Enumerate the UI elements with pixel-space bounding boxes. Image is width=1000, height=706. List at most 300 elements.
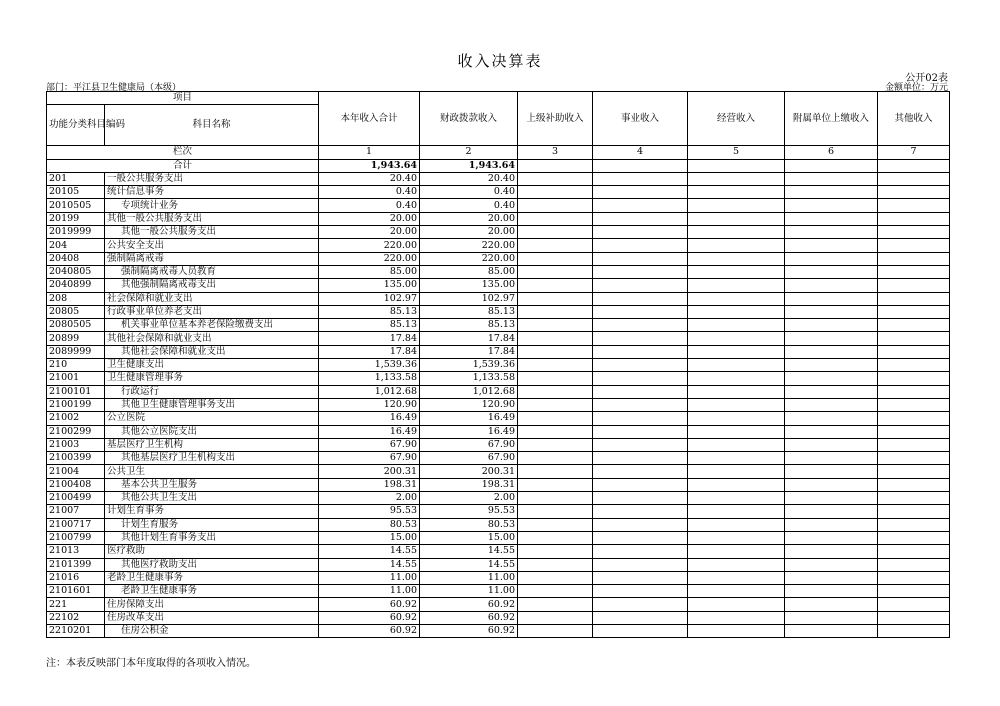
operating-income <box>688 292 785 305</box>
fiscal-appropriation-income: 11.00 <box>420 585 518 598</box>
other-income <box>878 385 950 398</box>
fiscal-appropriation-income: 14.55 <box>420 558 518 571</box>
operating-income <box>688 412 785 425</box>
operating-income <box>688 598 785 611</box>
subject-name: 其他基层医疗卫生机构支出 <box>105 452 319 465</box>
subject-name: 一般公共服务支出 <box>105 172 319 185</box>
subject-code: 2089999 <box>47 345 105 358</box>
subject-code: 2101601 <box>47 585 105 598</box>
operating-income <box>688 359 785 372</box>
superior-subsidy-income <box>518 172 593 185</box>
superior-subsidy-income <box>518 279 593 292</box>
annual-income-total: 60.92 <box>319 624 420 637</box>
subject-code: 21002 <box>47 412 105 425</box>
operating-income <box>688 438 785 451</box>
table-row <box>47 571 950 584</box>
affiliate-remittance-income <box>785 545 878 558</box>
annual-income-total: 11.00 <box>319 585 420 598</box>
operating-income <box>688 345 785 358</box>
subject-code: 21003 <box>47 438 105 451</box>
subject-code: 2100408 <box>47 478 105 491</box>
subject-name: 计划生育事务 <box>105 505 319 518</box>
operating-income <box>688 465 785 478</box>
subject-code: 2101399 <box>47 558 105 571</box>
fiscal-appropriation-income: 14.55 <box>420 545 518 558</box>
table-row <box>47 425 950 438</box>
superior-subsidy-income <box>518 412 593 425</box>
subject-code: 201 <box>47 172 105 185</box>
subject-name: 其他卫生健康管理事务支出 <box>105 398 319 411</box>
affiliate-remittance-income <box>785 492 878 505</box>
form-id: 公开02表 <box>905 73 948 84</box>
fiscal-appropriation-income: 1,133.58 <box>420 372 518 385</box>
annual-income-total: 220.00 <box>319 252 420 265</box>
affiliate-remittance-income <box>785 465 878 478</box>
annual-income-total: 20.00 <box>319 212 420 225</box>
other-income <box>878 531 950 544</box>
other-income <box>878 425 950 438</box>
table-row <box>47 478 950 491</box>
operating-income <box>688 226 785 239</box>
subject-code: 2100299 <box>47 425 105 438</box>
fiscal-appropriation-income: 85.13 <box>420 305 518 318</box>
operating-income <box>688 332 785 345</box>
superior-subsidy-income <box>518 585 593 598</box>
affiliate-remittance-income <box>785 226 878 239</box>
other-income <box>878 265 950 278</box>
operating-income <box>688 372 785 385</box>
subject-name: 基层医疗卫生机构 <box>105 438 319 451</box>
superior-subsidy-income <box>518 199 593 212</box>
table-row <box>47 305 950 318</box>
fiscal-appropriation-income: 85.13 <box>420 319 518 332</box>
affiliate-remittance-income <box>785 199 878 212</box>
annual-income-total: 20.40 <box>319 172 420 185</box>
total-row-label: 合计 <box>47 159 319 172</box>
table-row <box>47 226 950 239</box>
affiliate-remittance-income <box>785 438 878 451</box>
subject-code: 2040899 <box>47 279 105 292</box>
table-row <box>47 212 950 225</box>
business-income <box>593 265 688 278</box>
fiscal-appropriation-income: 85.00 <box>420 265 518 278</box>
other-income <box>878 199 950 212</box>
affiliate-remittance-income <box>785 518 878 531</box>
subject-code: 2019999 <box>47 226 105 239</box>
affiliate-remittance-income <box>785 558 878 571</box>
subject-name: 住房公积金 <box>105 624 319 637</box>
subject-name: 住房保障支出 <box>105 598 319 611</box>
business-income <box>593 425 688 438</box>
subject-code: 2100399 <box>47 452 105 465</box>
total-fiscal-income: 1,943.64 <box>420 159 518 172</box>
subject-name: 行政运行 <box>105 385 319 398</box>
table-row <box>47 531 950 544</box>
fiscal-appropriation-income: 67.90 <box>420 438 518 451</box>
name-header: 科目名称 <box>105 105 319 146</box>
fiscal-appropriation-income: 17.84 <box>420 332 518 345</box>
table-row <box>47 186 950 199</box>
business-income <box>593 186 688 199</box>
annual-income-total: 14.55 <box>319 545 420 558</box>
other-income <box>878 624 950 637</box>
operating-income <box>688 279 785 292</box>
subject-code: 2040805 <box>47 265 105 278</box>
fiscal-appropriation-income: 17.84 <box>420 345 518 358</box>
affiliate-remittance-income <box>785 239 878 252</box>
annual-income-total: 15.00 <box>319 531 420 544</box>
superior-subsidy-income <box>518 425 593 438</box>
table-row <box>47 611 950 624</box>
col-header-4: 事业收入 <box>593 92 688 146</box>
business-income <box>593 372 688 385</box>
subject-name: 住房改革支出 <box>105 611 319 624</box>
superior-subsidy-income <box>518 624 593 637</box>
other-income <box>878 452 950 465</box>
business-income <box>593 252 688 265</box>
other-income <box>878 598 950 611</box>
table-note: 注：本表反映部门本年度取得的各项收入情况。 <box>46 658 256 669</box>
business-income <box>593 624 688 637</box>
subject-name: 其他社会保障和就业支出 <box>105 345 319 358</box>
business-income <box>593 611 688 624</box>
annual-income-total: 135.00 <box>319 279 420 292</box>
affiliate-remittance-income <box>785 505 878 518</box>
superior-subsidy-income <box>518 598 593 611</box>
table-row <box>47 332 950 345</box>
table-row <box>47 398 950 411</box>
table-row <box>47 279 950 292</box>
subject-name: 其他公立医院支出 <box>105 425 319 438</box>
operating-income <box>688 398 785 411</box>
superior-subsidy-income <box>518 611 593 624</box>
subject-name: 行政事业单位养老支出 <box>105 305 319 318</box>
column-number: 4 <box>593 146 688 159</box>
other-income <box>878 558 950 571</box>
operating-income <box>688 425 785 438</box>
subject-name: 其他强制隔离戒毒支出 <box>105 279 319 292</box>
business-income <box>593 385 688 398</box>
subject-name: 统计信息事务 <box>105 186 319 199</box>
business-income <box>593 199 688 212</box>
affiliate-remittance-income <box>785 319 878 332</box>
affiliate-remittance-income <box>785 345 878 358</box>
col-header-1: 本年收入合计 <box>319 92 420 146</box>
superior-subsidy-income <box>518 212 593 225</box>
fiscal-appropriation-income: 20.00 <box>420 226 518 239</box>
operating-income <box>688 492 785 505</box>
affiliate-remittance-income <box>785 279 878 292</box>
operating-income <box>688 199 785 212</box>
subject-name: 公共卫生 <box>105 465 319 478</box>
fiscal-appropriation-income: 220.00 <box>420 252 518 265</box>
annual-income-total: 85.13 <box>319 319 420 332</box>
other-income <box>878 465 950 478</box>
subject-name: 老龄卫生健康事务 <box>105 585 319 598</box>
operating-income <box>688 239 785 252</box>
table-row <box>47 452 950 465</box>
other-income <box>878 545 950 558</box>
subject-code: 221 <box>47 598 105 611</box>
other-income <box>878 292 950 305</box>
table-body <box>47 172 950 637</box>
other-income <box>878 172 950 185</box>
annual-income-total: 102.97 <box>319 292 420 305</box>
annual-income-total: 200.31 <box>319 465 420 478</box>
fiscal-appropriation-income: 15.00 <box>420 531 518 544</box>
fiscal-appropriation-income: 20.00 <box>420 212 518 225</box>
affiliate-remittance-income <box>785 212 878 225</box>
other-income <box>878 611 950 624</box>
col-header-6: 附属单位上缴收入 <box>785 92 878 146</box>
operating-income <box>688 305 785 318</box>
other-income <box>878 398 950 411</box>
annual-income-total: 60.92 <box>319 611 420 624</box>
affiliate-remittance-income <box>785 478 878 491</box>
subject-name: 机关事业单位基本养老保险缴费支出 <box>105 319 319 332</box>
other-income <box>878 186 950 199</box>
subject-name: 其他一般公共服务支出 <box>105 212 319 225</box>
fiscal-appropriation-income: 60.92 <box>420 624 518 637</box>
table-row <box>47 558 950 571</box>
fiscal-appropriation-income: 0.40 <box>420 199 518 212</box>
business-income <box>593 598 688 611</box>
business-income <box>593 531 688 544</box>
superior-subsidy-income <box>518 252 593 265</box>
annual-income-total: 17.84 <box>319 332 420 345</box>
superior-subsidy-income <box>518 186 593 199</box>
business-income <box>593 398 688 411</box>
annual-income-total: 1,539.36 <box>319 359 420 372</box>
operating-income <box>688 252 785 265</box>
subject-name: 计划生育服务 <box>105 518 319 531</box>
business-income <box>593 478 688 491</box>
superior-subsidy-income <box>518 319 593 332</box>
operating-income <box>688 505 785 518</box>
subject-code: 20408 <box>47 252 105 265</box>
table-row <box>47 545 950 558</box>
subject-name: 老龄卫生健康事务 <box>105 571 319 584</box>
other-income <box>878 478 950 491</box>
superior-subsidy-income <box>518 571 593 584</box>
affiliate-remittance-income <box>785 425 878 438</box>
business-income <box>593 558 688 571</box>
annual-income-total: 67.90 <box>319 438 420 451</box>
fiscal-appropriation-income: 67.90 <box>420 452 518 465</box>
subject-code: 208 <box>47 292 105 305</box>
column-number: 2 <box>420 146 518 159</box>
annual-income-total: 16.49 <box>319 412 420 425</box>
affiliate-remittance-income <box>785 385 878 398</box>
subject-code: 20899 <box>47 332 105 345</box>
other-income <box>878 305 950 318</box>
fiscal-appropriation-income: 0.40 <box>420 186 518 199</box>
business-income <box>593 412 688 425</box>
superior-subsidy-income <box>518 545 593 558</box>
annual-income-total: 95.53 <box>319 505 420 518</box>
table-row <box>47 585 950 598</box>
page-title: 收入决算表 <box>457 52 543 70</box>
other-income <box>878 279 950 292</box>
business-income <box>593 212 688 225</box>
other-income <box>878 571 950 584</box>
affiliate-remittance-income <box>785 598 878 611</box>
subject-name: 专项统计业务 <box>105 199 319 212</box>
col-header-5: 经营收入 <box>688 92 785 146</box>
subject-code: 20199 <box>47 212 105 225</box>
business-income <box>593 319 688 332</box>
superior-subsidy-income <box>518 385 593 398</box>
annual-income-total: 220.00 <box>319 239 420 252</box>
income-table <box>46 91 950 638</box>
column-number: 3 <box>518 146 593 159</box>
business-income <box>593 305 688 318</box>
business-income <box>593 239 688 252</box>
fiscal-appropriation-income: 11.00 <box>420 571 518 584</box>
superior-subsidy-income <box>518 492 593 505</box>
superior-subsidy-income <box>518 452 593 465</box>
table-row <box>47 359 950 372</box>
operating-income <box>688 611 785 624</box>
table-row <box>47 172 950 185</box>
fiscal-appropriation-income: 16.49 <box>420 412 518 425</box>
business-income <box>593 465 688 478</box>
subject-name: 社会保障和就业支出 <box>105 292 319 305</box>
business-income <box>593 226 688 239</box>
subject-code: 20805 <box>47 305 105 318</box>
fiscal-appropriation-income: 16.49 <box>420 425 518 438</box>
subject-code: 22102 <box>47 611 105 624</box>
other-income <box>878 505 950 518</box>
affiliate-remittance-income <box>785 305 878 318</box>
affiliate-remittance-income <box>785 571 878 584</box>
subject-code: 21013 <box>47 545 105 558</box>
subject-name: 公共安全支出 <box>105 239 319 252</box>
fiscal-appropriation-income: 80.53 <box>420 518 518 531</box>
annual-income-total: 67.90 <box>319 452 420 465</box>
subject-code: 21016 <box>47 571 105 584</box>
affiliate-remittance-income <box>785 452 878 465</box>
business-income <box>593 452 688 465</box>
annual-income-total: 14.55 <box>319 558 420 571</box>
fiscal-appropriation-income: 120.90 <box>420 398 518 411</box>
operating-income <box>688 585 785 598</box>
annual-income-total: 2.00 <box>319 492 420 505</box>
amount-unit: 金额单位：万元 <box>884 83 948 93</box>
column-number: 1 <box>319 146 420 159</box>
subject-code: 20105 <box>47 186 105 199</box>
annual-income-total: 0.40 <box>319 199 420 212</box>
annual-income-total: 198.31 <box>319 478 420 491</box>
fiscal-appropriation-income: 20.40 <box>420 172 518 185</box>
subject-code: 2100199 <box>47 398 105 411</box>
affiliate-remittance-income <box>785 252 878 265</box>
annual-income-total: 60.92 <box>319 598 420 611</box>
operating-income <box>688 172 785 185</box>
affiliate-remittance-income <box>785 172 878 185</box>
annual-income-total: 1,012.68 <box>319 385 420 398</box>
subject-name: 强制隔离戒毒 <box>105 252 319 265</box>
annual-income-total: 85.13 <box>319 305 420 318</box>
other-income <box>878 518 950 531</box>
business-income <box>593 438 688 451</box>
department-label: 部门：平江县卫生健康局（本级） <box>46 83 182 93</box>
affiliate-remittance-income <box>785 372 878 385</box>
fiscal-appropriation-income: 60.92 <box>420 611 518 624</box>
subject-name: 其他社会保障和就业支出 <box>105 332 319 345</box>
superior-subsidy-income <box>518 398 593 411</box>
subject-name: 医疗救助 <box>105 545 319 558</box>
affiliate-remittance-income <box>785 265 878 278</box>
operating-income <box>688 319 785 332</box>
business-income <box>593 345 688 358</box>
subject-name: 卫生健康支出 <box>105 359 319 372</box>
affiliate-remittance-income <box>785 611 878 624</box>
table-row <box>47 465 950 478</box>
fiscal-appropriation-income: 198.31 <box>420 478 518 491</box>
subject-name: 卫生健康管理事务 <box>105 372 319 385</box>
operating-income <box>688 478 785 491</box>
total-annual-income: 1,943.64 <box>319 159 420 172</box>
superior-subsidy-income <box>518 332 593 345</box>
subject-code: 210 <box>47 359 105 372</box>
col-header-2: 财政拨款收入 <box>420 92 518 146</box>
affiliate-remittance-income <box>785 292 878 305</box>
other-income <box>878 372 950 385</box>
column-row-label: 栏次 <box>47 146 319 159</box>
subject-name: 其他计划生育事务支出 <box>105 531 319 544</box>
business-income <box>593 505 688 518</box>
operating-income <box>688 531 785 544</box>
superior-subsidy-income <box>518 531 593 544</box>
other-income <box>878 226 950 239</box>
column-number: 5 <box>688 146 785 159</box>
subject-code: 2100799 <box>47 531 105 544</box>
superior-subsidy-income <box>518 518 593 531</box>
affiliate-remittance-income <box>785 624 878 637</box>
table-row <box>47 385 950 398</box>
operating-income <box>688 452 785 465</box>
fiscal-appropriation-income: 2.00 <box>420 492 518 505</box>
other-income <box>878 345 950 358</box>
table-row <box>47 598 950 611</box>
operating-income <box>688 212 785 225</box>
table-row <box>47 438 950 451</box>
annual-income-total: 11.00 <box>319 571 420 584</box>
subject-code: 2100101 <box>47 385 105 398</box>
other-income <box>878 212 950 225</box>
superior-subsidy-income <box>518 239 593 252</box>
subject-name: 公立医院 <box>105 412 319 425</box>
fiscal-appropriation-income: 1,012.68 <box>420 385 518 398</box>
annual-income-total: 120.90 <box>319 398 420 411</box>
subject-name: 其他公共卫生支出 <box>105 492 319 505</box>
superior-subsidy-income <box>518 345 593 358</box>
fiscal-appropriation-income: 135.00 <box>420 279 518 292</box>
fiscal-appropriation-income: 220.00 <box>420 239 518 252</box>
subject-code: 2080505 <box>47 319 105 332</box>
other-income <box>878 359 950 372</box>
other-income <box>878 239 950 252</box>
superior-subsidy-income <box>518 292 593 305</box>
subject-code: 2100499 <box>47 492 105 505</box>
col-header-3: 上级补助收入 <box>518 92 593 146</box>
col-header-7: 其他收入 <box>878 92 950 146</box>
operating-income <box>688 571 785 584</box>
business-income <box>593 279 688 292</box>
superior-subsidy-income <box>518 505 593 518</box>
subject-code: 21007 <box>47 505 105 518</box>
